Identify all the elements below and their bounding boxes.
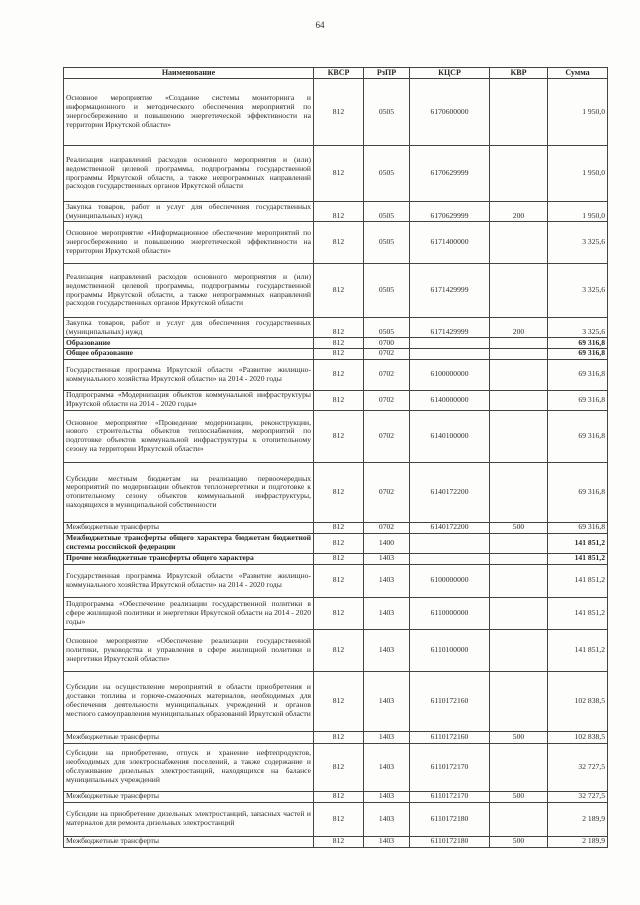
cell-rzpr: 1403 <box>364 743 410 791</box>
cell-sum: 3 325,6 <box>548 264 608 318</box>
cell-kvr: 200 <box>490 318 548 338</box>
cell-kvsr: 812 <box>314 629 364 671</box>
cell-rzpr: 0505 <box>364 202 410 222</box>
cell-kcsr: 6100000000 <box>410 564 490 597</box>
cell-rzpr: 1403 <box>364 836 410 847</box>
cell-sum: 32 727,5 <box>548 743 608 791</box>
cell-kvsr: 812 <box>314 264 364 318</box>
table-row <box>64 359 608 390</box>
table-row <box>64 462 608 522</box>
cell-kcsr: 6170629999 <box>410 146 490 202</box>
table-row <box>64 338 608 349</box>
cell-kvr <box>490 802 548 836</box>
cell-kcsr: 6110172180 <box>410 802 490 836</box>
cell-name: Реализация направлений расходов основного мероприятия и (или) ведомственной целевой программы, подпрограммы государственной программы Иркутской области, а также непрограммных направлений расходов государственных органов Иркутской области <box>64 264 314 318</box>
cell-kcsr <box>410 348 490 359</box>
cell-kvr <box>490 597 548 629</box>
cell-sum: 141 851,2 <box>548 564 608 597</box>
cell-kcsr: 6100000000 <box>410 359 490 390</box>
cell-rzpr: 1403 <box>364 671 410 731</box>
cell-kvr <box>490 671 548 731</box>
cell-rzpr: 0702 <box>364 410 410 462</box>
cell-name: Межбюджетные трансферты <box>64 836 314 847</box>
cell-rzpr: 1403 <box>364 731 410 743</box>
cell-rzpr: 0702 <box>364 390 410 410</box>
cell-rzpr: 0702 <box>364 359 410 390</box>
table-row <box>64 564 608 597</box>
cell-sum: 141 851,2 <box>548 533 608 553</box>
cell-kvsr: 812 <box>314 410 364 462</box>
cell-kvr <box>490 553 548 564</box>
cell-kvr <box>490 533 548 553</box>
page-number: 64 <box>315 20 325 30</box>
cell-rzpr: 1403 <box>364 553 410 564</box>
cell-sum: 3 325,6 <box>548 222 608 264</box>
cell-name: Закупка товаров, работ и услуг для обеспечения государственных (муниципальных) нужд <box>64 202 314 222</box>
cell-sum: 102 838,5 <box>548 731 608 743</box>
table-row <box>64 597 608 629</box>
cell-name: Государственная программа Иркутской области «Развитие жилищно-коммунального хозяйства Иркутской области» на 2014 - 2020 годы <box>64 359 314 390</box>
cell-kcsr <box>410 553 490 564</box>
cell-kvr <box>490 359 548 390</box>
cell-rzpr: 0505 <box>364 146 410 202</box>
cell-kvr <box>490 564 548 597</box>
cell-kvr: 500 <box>490 731 548 743</box>
table-row <box>64 410 608 462</box>
cell-name: Основное мероприятие «Обеспечение реализации государственной политики, руководства и управления в сфере жилищной политики и энергетики Иркутской области» <box>64 629 314 671</box>
table-row <box>64 671 608 731</box>
header-row <box>64 68 608 79</box>
cell-name: Основное мероприятие «Информационное обеспечение мероприятий по энергосбережению и повышению энергетической эффективности на территории Иркутской области» <box>64 222 314 264</box>
cell-kcsr: 6110172170 <box>410 743 490 791</box>
cell-sum: 141 851,2 <box>548 629 608 671</box>
cell-kvsr: 812 <box>314 533 364 553</box>
cell-kcsr: 6171429999 <box>410 318 490 338</box>
header-sum: Сумма <box>548 68 608 79</box>
cell-kvsr: 812 <box>314 79 364 146</box>
cell-rzpr: 1403 <box>364 802 410 836</box>
cell-kvsr: 812 <box>314 553 364 564</box>
table-row <box>64 146 608 202</box>
cell-kvr <box>490 390 548 410</box>
cell-kvsr: 812 <box>314 564 364 597</box>
cell-kvr <box>490 146 548 202</box>
cell-kvsr: 812 <box>314 671 364 731</box>
cell-name: Межбюджетные трансферты общего характера бюджетам бюджетной системы российской федерации <box>64 533 314 553</box>
cell-kcsr: 6110000000 <box>410 597 490 629</box>
cell-kvsr: 812 <box>314 802 364 836</box>
cell-kvr <box>490 462 548 522</box>
cell-rzpr: 1403 <box>364 629 410 671</box>
cell-name: Подпрограмма «Модернизация объектов коммунальной инфраструктуры Иркутской области на 2014 - 2020 годы» <box>64 390 314 410</box>
cell-sum: 69 316,8 <box>548 462 608 522</box>
cell-sum: 32 727,5 <box>548 791 608 802</box>
header-kcsr: КЦСР <box>410 68 490 79</box>
cell-kvr <box>490 629 548 671</box>
cell-kcsr: 6110172170 <box>410 791 490 802</box>
cell-sum: 3 325,6 <box>548 318 608 338</box>
cell-rzpr: 0702 <box>364 348 410 359</box>
cell-kcsr: 6170629999 <box>410 202 490 222</box>
cell-kvr: 500 <box>490 836 548 847</box>
cell-name: Закупка товаров, работ и услуг для обеспечения государственных (муниципальных) нужд <box>64 318 314 338</box>
cell-rzpr: 0505 <box>364 318 410 338</box>
cell-sum: 69 316,8 <box>548 359 608 390</box>
table-row <box>64 202 608 222</box>
table-row <box>64 522 608 533</box>
cell-rzpr: 1400 <box>364 533 410 553</box>
header-name: Наименование <box>64 68 314 79</box>
cell-name: Образование <box>64 338 314 349</box>
cell-sum: 141 851,2 <box>548 597 608 629</box>
cell-kvsr: 812 <box>314 791 364 802</box>
budget-table <box>63 67 608 848</box>
cell-kvr <box>490 743 548 791</box>
table-row <box>64 629 608 671</box>
cell-sum: 2 189,9 <box>548 802 608 836</box>
table-row <box>64 348 608 359</box>
cell-sum: 1 950,0 <box>548 79 608 146</box>
cell-kcsr: 6110100000 <box>410 629 490 671</box>
table-row <box>64 79 608 146</box>
table-row <box>64 836 608 847</box>
cell-kvsr: 812 <box>314 836 364 847</box>
table-row <box>64 743 608 791</box>
cell-sum: 69 316,8 <box>548 410 608 462</box>
cell-name: Субсидии на осуществление мероприятий в области приобретения и доставки топлива и горюче-смазочных материалов, необходимых для обеспечения деятельности муниципальных учреждений и органов местного самоуправления муниципальных образований Иркутской области <box>64 671 314 731</box>
cell-kcsr <box>410 338 490 349</box>
table-row <box>64 533 608 553</box>
cell-sum: 141 851,2 <box>548 553 608 564</box>
cell-kvr: 500 <box>490 522 548 533</box>
cell-sum: 69 316,8 <box>548 338 608 349</box>
cell-kvr: 200 <box>490 202 548 222</box>
cell-name: Субсидии на приобретение дизельных электростанций, запасных частей и материалов для ремонта дизельных электростанций <box>64 802 314 836</box>
cell-kvr <box>490 264 548 318</box>
cell-kvsr: 812 <box>314 338 364 349</box>
cell-kvr <box>490 222 548 264</box>
cell-name: Общее образование <box>64 348 314 359</box>
table-row <box>64 731 608 743</box>
cell-kvsr: 812 <box>314 359 364 390</box>
cell-name: Основное мероприятие «Проведение модернизации, реконструкции, нового строительства объектов теплоснабжения, мероприятий по подготовке объектов коммунальной инфраструктуры к отопительному сезону на территории Иркутской области» <box>64 410 314 462</box>
cell-kcsr: 6110172180 <box>410 836 490 847</box>
cell-rzpr: 1403 <box>364 597 410 629</box>
cell-name: Межбюджетные трансферты <box>64 731 314 743</box>
cell-rzpr: 0702 <box>364 462 410 522</box>
cell-kvsr: 812 <box>314 743 364 791</box>
cell-kvr <box>490 348 548 359</box>
table-row <box>64 222 608 264</box>
header-rzpr: РзПР <box>364 68 410 79</box>
cell-kcsr <box>410 533 490 553</box>
cell-kcsr: 6140100000 <box>410 410 490 462</box>
cell-kvsr: 812 <box>314 522 364 533</box>
cell-kvr <box>490 79 548 146</box>
cell-kvsr: 812 <box>314 318 364 338</box>
cell-name: Подпрограмма «Обеспечение реализации государственной политики в сфере жилищной политики и энергетики Иркутской области на 2014 - 2020 годы» <box>64 597 314 629</box>
cell-name: Государственная программа Иркутской области «Развитие жилищно-коммунального хозяйства Иркутской области» на 2014 - 2020 годы <box>64 564 314 597</box>
cell-kcsr: 6110172160 <box>410 731 490 743</box>
cell-rzpr: 1403 <box>364 564 410 597</box>
cell-kcsr: 6140000000 <box>410 390 490 410</box>
cell-sum: 102 838,5 <box>548 671 608 731</box>
table-body <box>64 79 608 848</box>
cell-rzpr: 0702 <box>364 522 410 533</box>
cell-kvsr: 812 <box>314 390 364 410</box>
cell-sum: 69 316,8 <box>548 522 608 533</box>
cell-kvsr: 812 <box>314 146 364 202</box>
cell-kvsr: 812 <box>314 222 364 264</box>
cell-sum: 69 316,8 <box>548 348 608 359</box>
table-row <box>64 802 608 836</box>
table-row <box>64 553 608 564</box>
cell-rzpr: 0700 <box>364 338 410 349</box>
cell-kvsr: 812 <box>314 597 364 629</box>
cell-name: Межбюджетные трансферты <box>64 791 314 802</box>
cell-kvr <box>490 338 548 349</box>
cell-name: Прочие межбюджетные трансферты общего характера <box>64 553 314 564</box>
cell-rzpr: 0505 <box>364 79 410 146</box>
table-row <box>64 318 608 338</box>
cell-name: Межбюджетные трансферты <box>64 522 314 533</box>
table-row <box>64 390 608 410</box>
table-row <box>64 264 608 318</box>
cell-kcsr: 6140172200 <box>410 462 490 522</box>
cell-name: Реализация направлений расходов основного мероприятия и (или) ведомственной целевой программы, подпрограммы государственной программы Иркутской области, а также непрограммных направлений расходов государственных органов Иркутской области <box>64 146 314 202</box>
cell-rzpr: 0505 <box>364 222 410 264</box>
header-kvr: КВР <box>490 68 548 79</box>
cell-sum: 69 316,8 <box>548 390 608 410</box>
cell-kvsr: 812 <box>314 348 364 359</box>
cell-kcsr: 6170600000 <box>410 79 490 146</box>
cell-kvr <box>490 410 548 462</box>
cell-kcsr: 6110172160 <box>410 671 490 731</box>
cell-sum: 1 950,0 <box>548 146 608 202</box>
cell-kvsr: 812 <box>314 202 364 222</box>
cell-sum: 2 189,9 <box>548 836 608 847</box>
cell-kcsr: 6171400000 <box>410 222 490 264</box>
table-row <box>64 791 608 802</box>
cell-name: Основное мероприятие «Создание системы мониторинга и информационного и методического обеспечения мероприятий по энергосбережению и повышению энергетической эффективности на территории Иркутской области» <box>64 79 314 146</box>
cell-name: Субсидии местным бюджетам на реализацию первоочередных мероприятий по модернизации объектов теплоэнергетики и подготовке к отопительному сезону объектов коммунальной инфраструктуры, находящихся в муниципальной собственности <box>64 462 314 522</box>
header-kvsr: КВСР <box>314 68 364 79</box>
cell-rzpr: 0505 <box>364 264 410 318</box>
cell-kcsr: 6171429999 <box>410 264 490 318</box>
cell-sum: 1 950,0 <box>548 202 608 222</box>
cell-rzpr: 1403 <box>364 791 410 802</box>
cell-kvr: 500 <box>490 791 548 802</box>
cell-kcsr: 6140172200 <box>410 522 490 533</box>
cell-kvsr: 812 <box>314 731 364 743</box>
cell-name: Субсидии на приобретение, отпуск и хранение нефтепродуктов, необходимых для электроснабжения поселений, а также содержание и обслуживание дизельных электростанций, находящихся на балансе муниципальных учреждений <box>64 743 314 791</box>
cell-kvsr: 812 <box>314 462 364 522</box>
